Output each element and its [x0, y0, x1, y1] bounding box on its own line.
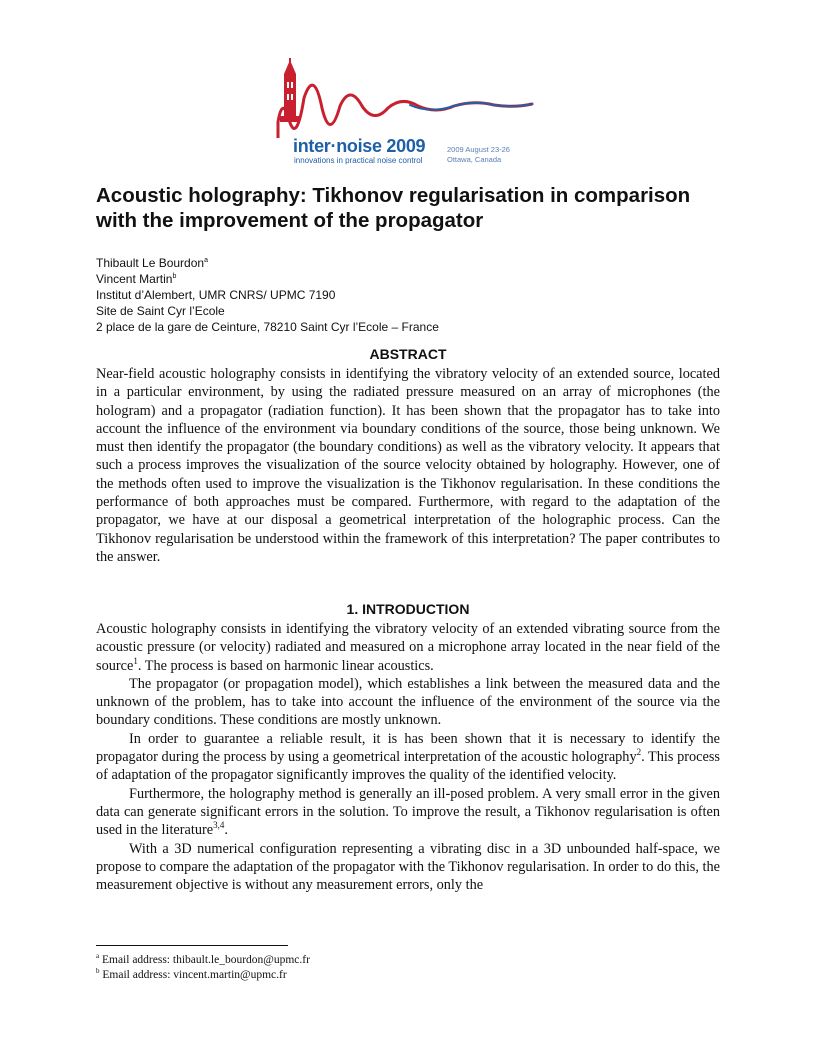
logo-graphic [270, 58, 540, 138]
introduction-body [96, 620, 720, 894]
conference-logo [270, 58, 540, 170]
paragraph: With a 3D numerical configuration representing a vibrating disc in a 3D unbounded half-space, we propose to compare the adaptation of the propagator with the Tikhonov regularisation. In order to do this, the measurement objective is without any measurement errors, only the [96, 840, 720, 894]
footnote-text: Email address: vincent.martin@upmc.fr [102, 969, 287, 981]
conference-tagline: innovations in practical noise control [294, 156, 423, 165]
footnote [96, 968, 310, 983]
author-name: Thibault Le Bourdon [96, 256, 205, 270]
footnote-mark: b [96, 967, 100, 976]
event-date: 2009 August 23-26 [447, 145, 510, 154]
paragraph: Acoustic holography consists in identifying the vibratory velocity of an extended vibrating source from the acoustic pressure (or velocity) radiated and measured on a microphone array located in the near field of the source$^1$. The process is based on harmonic linear acoustics. [96, 621, 720, 674]
footnote-mark: a [96, 952, 100, 961]
paper-title: Acoustic holography: Tikhonov regularisation in comparison with the improvement of the propagator [96, 184, 691, 232]
citation-ref: 1 [133, 655, 138, 666]
event-place: Ottawa, Canada [447, 155, 502, 164]
affiliation-line: 2 place de la gare de Ceinture, 78210 Saint Cyr l’Ecole – France [96, 320, 439, 334]
affiliation-line: Site de Saint Cyr l’Ecole [96, 304, 225, 318]
paragraph: Furthermore, the holography method is generally an ill-posed problem. A very small error in the given data can generate significant errors in the solution. To improve the result, a Tikhonov regularisation is often used in the literature$^{3,4}$. [96, 785, 720, 839]
paragraph: The propagator (or propagation model), which establishes a link between the measured data and the unknown of the problem, has to take into account the influence of the environment of the source via the boundary conditions. These conditions are mostly unknown. [96, 675, 720, 729]
footnote-divider [96, 945, 288, 946]
introduction-heading: 1. INTRODUCTION [346, 601, 470, 617]
author-name: Vincent Martin [96, 272, 173, 286]
citation-ref: 2 [636, 747, 642, 758]
abstract-heading: ABSTRACT [369, 346, 447, 362]
footnote [96, 953, 310, 968]
abstract-text: Near-field acoustic holography consists in identifying the vibratory velocity of an extended source, located in a particular environment, by using the radiated pressure measured on an array of microphones (the hologram) and a propagator (radiation function). It has been shown that the propagator has to take into account the influence of the environment via boundary conditions of the source, those being unknown. We must then identify the propagator (the boundary conditions) as well as the vibratory velocity. It appears that such a process improves the visualization of the source velocity obtained by holography. However, one of the methods often used to improve the visualization is the Tikhonov regularisation. In these conditions the performance of both approaches must be compared. Furthermore, with regard to the adaptation of the propagator, we have at our disposal a geometrical interpretation of the holographic process. Can the Tikhonov regularisation be understood within the framework of this interpretation? The paper contributes to the answer. [96, 366, 720, 565]
footnote-text: Email address: thibault.le_bourdon@upmc.fr [101, 954, 310, 966]
author-block [96, 255, 439, 335]
conference-brand: inter·noise 2009 [293, 136, 426, 156]
author-footnote-mark: b [172, 273, 177, 280]
author-footnote-mark: a [204, 257, 208, 264]
author-line [96, 271, 439, 287]
footnotes [96, 953, 310, 983]
citation-ref: 3,4 [213, 820, 225, 831]
affiliation-line: Institut d’Alembert, UMR CNRS/ UPMC 7190 [96, 288, 336, 302]
author-line [96, 255, 439, 271]
paragraph: In order to guarantee a reliable result, it is has been shown that it is necessary to identify the propagator during the process by using a geometrical interpretation of the acoustic holography$^2$. This process of adaptation of the propagator significantly improves the quality of the identified velocity. [96, 730, 720, 784]
